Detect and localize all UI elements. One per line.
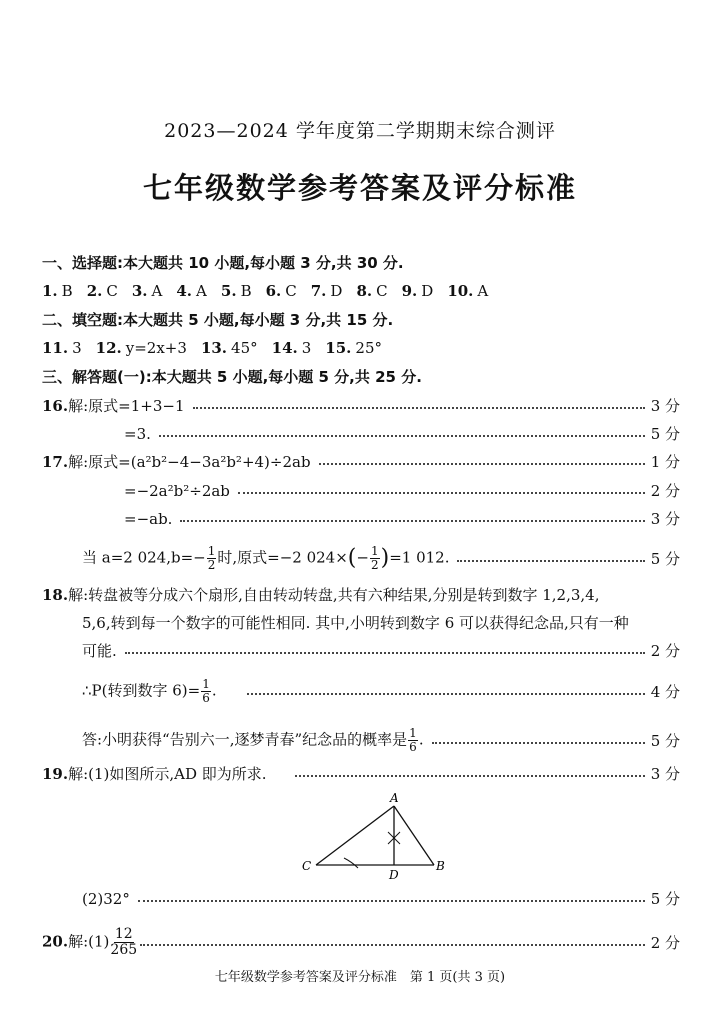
q16-score1: 3 分 — [650, 397, 680, 415]
answer-number: 2. — [86, 282, 103, 300]
section2-answer-item — [272, 339, 312, 357]
answer-value: 3 — [301, 339, 312, 357]
q18-line2: 5,6,转到每一个数字的可能性相同. 其中,小明转到数字 6 可以获得纪念品,只有一种 — [82, 614, 629, 632]
q17-step1: 解:原式=(a²b²−4−3a²b²+4)÷2ab — [68, 453, 311, 471]
answer-value: A — [151, 282, 163, 300]
q18-fraction — [201, 678, 211, 705]
triangle-figure — [296, 788, 456, 888]
answer-value: y=2x+3 — [125, 339, 187, 357]
q17-number: 17. — [42, 453, 69, 471]
leader-dots — [238, 492, 645, 494]
q18-score2: 4 分 — [650, 682, 680, 701]
q18-score1: 2 分 — [650, 642, 680, 660]
answer-value: C — [376, 282, 388, 300]
q17-line4 — [42, 545, 680, 572]
q17-line3 — [42, 509, 680, 529]
q18-line3 — [42, 641, 680, 661]
page-title: 七年级数学参考答案及评分标准 — [142, 171, 577, 205]
q19-text1: 解:(1)如图所示,AD 即为所求. — [68, 765, 267, 783]
answer-value: 3 — [72, 339, 82, 357]
answer-value: 25° — [355, 339, 382, 357]
right-paren: ) — [380, 545, 390, 571]
q17-score2: 2 分 — [650, 482, 680, 500]
leader-dots — [457, 560, 644, 562]
section1-answer-item — [87, 282, 118, 300]
label-c: C — [302, 859, 312, 873]
q17-fraction — [207, 545, 217, 572]
fraction-numerator: 12 — [114, 926, 133, 942]
q19-line2 — [42, 889, 680, 909]
q17-score4: 5 分 — [650, 549, 680, 568]
q16-score2: 5 分 — [650, 425, 680, 443]
q17-fraction-2 — [370, 545, 380, 572]
q18-line4 — [42, 678, 680, 705]
section2-answer-item — [42, 339, 82, 357]
answer-number: 14. — [271, 339, 298, 357]
leader-dots — [138, 900, 645, 902]
answer-number: 15. — [325, 339, 352, 357]
label-d: D — [389, 868, 399, 882]
answer-number: 6. — [265, 282, 282, 300]
q18-text1: 解:转盘被等分成六个扇形,自由转动转盘,共有六种结果,分别是转到数字 1,2,3,4, — [68, 586, 600, 604]
q17-line2 — [42, 481, 680, 501]
leader-dots — [247, 693, 645, 695]
section2-answers — [42, 338, 680, 358]
q18-line1 — [42, 585, 680, 605]
answer-number: 4. — [176, 282, 193, 300]
q17-score3: 3 分 — [650, 510, 680, 528]
answer-value: C — [106, 282, 118, 300]
fraction-denominator: 2 — [370, 558, 379, 572]
fraction-denominator: 6 — [409, 740, 417, 754]
leader-dots — [125, 652, 645, 654]
section2-answer-item — [201, 339, 258, 357]
answer-number: 7. — [310, 282, 327, 300]
q16-step1: 解:原式=1+3−1 — [68, 397, 185, 415]
answer-number: 11. — [42, 339, 69, 357]
label-a: A — [390, 791, 399, 805]
q20-line1 — [42, 927, 680, 958]
q20-text1: 解:(1) — [68, 932, 110, 951]
section1-answer-item — [221, 282, 252, 300]
fraction-denominator: 6 — [202, 691, 210, 705]
section1-answer-item — [447, 282, 488, 300]
label-b: B — [436, 859, 445, 873]
section1-answer-item — [356, 282, 387, 300]
q19-number: 19. — [42, 765, 69, 783]
answer-number: 5. — [220, 282, 237, 300]
q16-number: 16. — [42, 397, 69, 415]
fraction-numerator: 1 — [202, 677, 210, 691]
q16-step2: =3. — [124, 425, 151, 443]
term-title: 2023—2024 学年度第二学期期末综合测评 — [164, 120, 556, 142]
answer-value: A — [477, 282, 489, 300]
leader-dots — [159, 435, 645, 437]
q17-score1: 1 分 — [650, 453, 680, 471]
q19-line1 — [42, 764, 680, 784]
answer-value: A — [196, 282, 207, 300]
section1-answer-item — [132, 282, 163, 300]
leader-dots — [319, 463, 645, 465]
fraction-numerator: 1 — [207, 544, 216, 558]
q18-text4-post: . — [211, 681, 217, 700]
answer-value: C — [285, 282, 297, 300]
q18-number: 18. — [42, 586, 69, 604]
q17-line1 — [42, 452, 680, 472]
answer-number: 8. — [356, 282, 373, 300]
left-paren: ( — [347, 545, 357, 571]
section1-answer-item — [176, 282, 207, 300]
q17-step2: =−2a²b²÷2ab — [124, 482, 230, 500]
section1-answer-item — [266, 282, 297, 300]
leader-dots — [295, 775, 645, 777]
answer-number: 9. — [401, 282, 418, 300]
section3-heading: 三、解答题(一):本大题共 5 小题,每小题 5 分,共 25 分. — [42, 368, 422, 386]
leader-dots — [140, 944, 645, 946]
q17-step3: =−ab. — [124, 510, 173, 528]
answer-number: 13. — [200, 339, 228, 357]
q19-score2: 5 分 — [650, 890, 680, 908]
section2-answer-item — [325, 339, 382, 357]
q18-text4-pre: ∴P(转到数字 6)= — [82, 681, 201, 700]
section1-answer-item — [42, 282, 73, 300]
section1-answers — [42, 281, 680, 301]
q18-text3: 可能. — [82, 642, 117, 660]
answer-value: 45° — [231, 339, 258, 357]
page-footer: 七年级数学参考答案及评分标准 第 1 页(共 3 页) — [214, 970, 506, 985]
q20-score1: 2 分 — [650, 933, 680, 952]
q18-score3: 5 分 — [650, 731, 680, 750]
q17-step4-pre: 当 a=2 024,b=− — [82, 548, 206, 567]
fraction-numerator: 1 — [409, 726, 417, 740]
section2-heading: 二、填空题:本大题共 5 小题,每小题 3 分,共 15 分. — [42, 311, 394, 329]
q18-fraction-2 — [408, 727, 418, 754]
q18-line5 — [42, 727, 680, 754]
answer-number: 1. — [42, 282, 58, 300]
q17-step4-post: =1 012. — [389, 548, 450, 567]
leader-dots — [180, 520, 644, 522]
q17-paren-minus: − — [356, 548, 369, 567]
section1-heading: 一、选择题:本大题共 10 小题,每小题 3 分,共 30 分. — [42, 254, 404, 272]
q19-text2: (2)32° — [82, 890, 130, 908]
answer-number: 10. — [447, 282, 474, 300]
section1-answer-item — [402, 282, 434, 300]
answer-value: B — [240, 282, 252, 300]
section1-answer-item — [311, 282, 343, 300]
q18-text5-post: . — [418, 730, 424, 749]
q17-step4-mid: 时,原式=−2 024× — [217, 548, 348, 567]
q16-line1 — [42, 396, 680, 416]
q16-line2 — [42, 424, 680, 444]
leader-dots — [193, 407, 645, 409]
q20-fraction — [110, 927, 137, 958]
answer-value: D — [330, 282, 343, 300]
fraction-denominator: 265 — [110, 942, 138, 958]
q20-number: 20. — [42, 932, 69, 951]
answer-number: 12. — [95, 339, 122, 357]
q18-text5-pre: 答:小明获得“告别六一,逐梦青春”纪念品的概率是 — [82, 730, 408, 749]
answer-value: D — [421, 282, 434, 300]
section2-answer-item — [96, 339, 187, 357]
fraction-denominator: 2 — [207, 558, 216, 572]
q19-score1: 3 分 — [650, 765, 680, 783]
answer-number: 3. — [131, 282, 148, 300]
leader-dots — [432, 742, 645, 744]
fraction-numerator: 1 — [370, 544, 379, 558]
answer-value: B — [61, 282, 73, 300]
